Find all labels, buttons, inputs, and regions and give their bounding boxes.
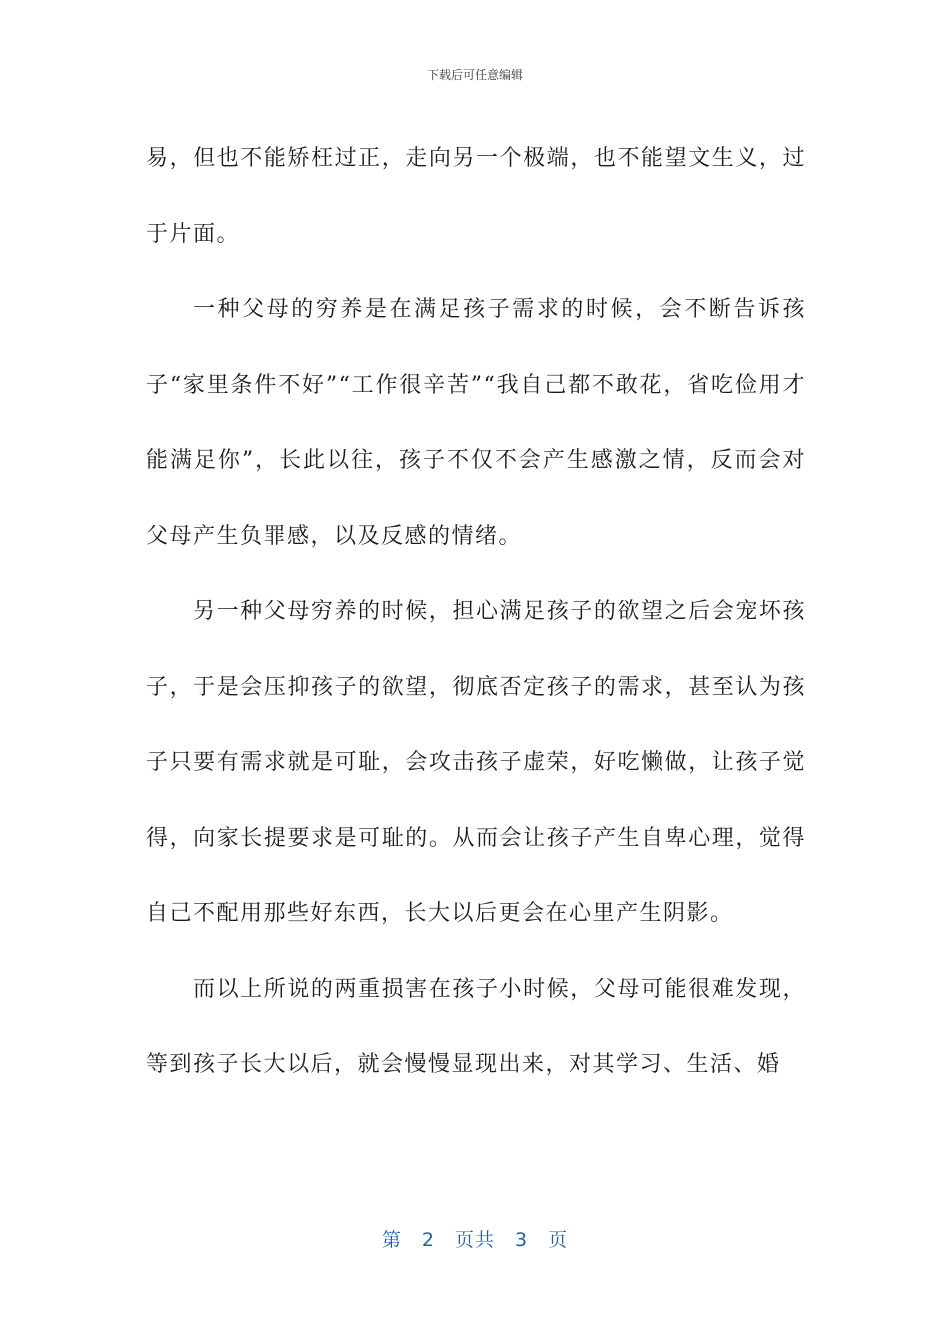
footer-suffix: 页 — [548, 1229, 569, 1251]
page-footer — [0, 1225, 950, 1252]
document-body — [146, 121, 806, 1103]
current-page-number: 2 — [421, 1229, 435, 1251]
page-header: 下载后可任意编辑 — [426, 68, 523, 82]
footer-prefix: 第 — [381, 1229, 402, 1251]
paragraph-1: 易，但也不能矫枉过正，走向另一个极端，也不能望文生义，过于片面。 — [146, 146, 806, 247]
paragraph-3: 另一种父母穷养的时候，担心满足孩子的欲望之后会宠坏孩子，于是会压抑孩子的欲望，彻底否定孩子的需求，甚至认为孩子只要有需求就是可耻，会攻击孩子虚荣，好吃懒做，让孩子觉得，向家长提要求是可耻的。从而会让孩子产生自卑心理，觉得自己不配用那些好东西，长大以后更会在心里产生阴影。 — [146, 599, 806, 926]
footer-middle: 页共 — [454, 1229, 495, 1251]
total-pages-number: 3 — [515, 1229, 529, 1251]
paragraph-2: 一种父母的穷养是在满足孩子需求的时候，会不断告诉孩子“家里条件不好”“工作很辛苦”“我自己都不敢花，省吃俭用才能满足你”，长此以往，孩子不仅不会产生感激之情，反而会对父母产生负罪感，以及反感的情绪。 — [146, 297, 806, 549]
paragraph-4: 而以上所说的两重损害在孩子小时候，父母可能很难发现，等到孩子长大以后，就会慢慢显现出来，对其学习、生活、婚 — [146, 976, 806, 1077]
